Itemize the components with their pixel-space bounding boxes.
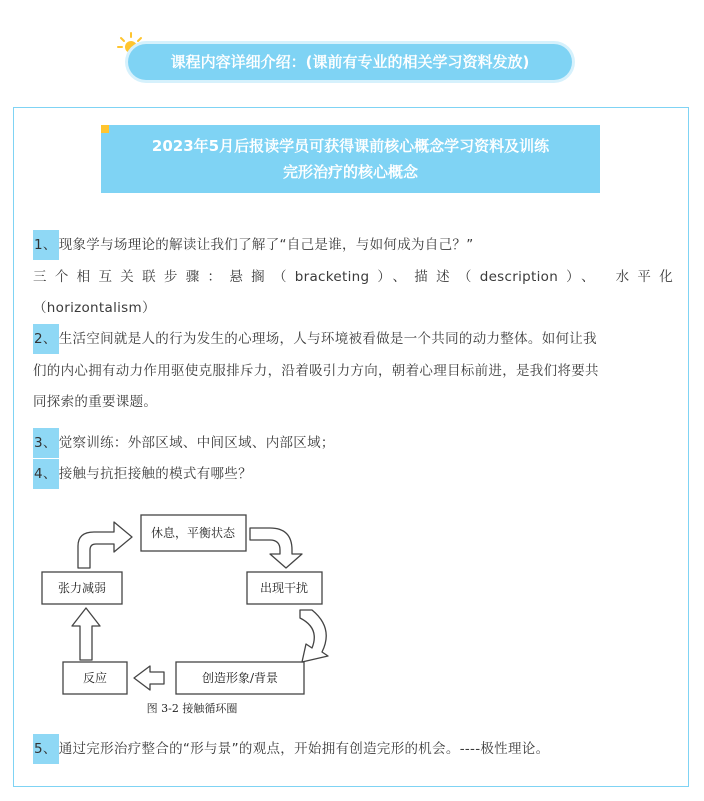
contact-cycle-diagram: [30, 510, 350, 722]
arrow-to-create: [300, 610, 328, 662]
arrow-to-disturb: [250, 528, 302, 568]
section-header: 课程内容详细介绍：(课前有专业的相关学习资料发放): [128, 44, 572, 80]
title-line-1: 2023年5月后报读学员可获得课前核心概念学习资料及训练: [151, 137, 550, 155]
item-1: [33, 230, 673, 260]
title-accent-mark: [101, 125, 109, 133]
label-disturb: 出现干扰: [259, 581, 309, 595]
title-box: [101, 125, 600, 193]
item-2: [33, 324, 673, 354]
label-react: 反应: [82, 671, 108, 685]
item-text: 觉察训练：外部区域、中间区域、内部区域；: [58, 435, 335, 451]
item-number: 1、: [33, 230, 59, 260]
item-3: [33, 428, 673, 458]
item-number: 2、: [33, 324, 59, 354]
item-text: 通过完形治疗整合的“形与景”的观点，开始拥有创造完形的机会。----极性理论。: [58, 741, 550, 757]
item-2-cont-2: 同探索的重要课题。: [33, 394, 158, 410]
diagram-caption: 图 3-2 接触循环圈: [146, 702, 238, 715]
item-text: 接触与抗拒接触的模式有哪些？: [58, 466, 252, 482]
item-number: 3、: [33, 428, 59, 458]
item-text: 现象学与场理论的解读让我们了解了“自己是谁，与如何成为自己？”: [58, 237, 474, 253]
arrow-to-rest: [78, 522, 132, 568]
label-tension: 张力减弱: [57, 581, 107, 595]
label-rest: 休息，平衡状态: [150, 526, 236, 540]
label-create: 创造形象/背景: [201, 671, 279, 685]
item-5: [33, 734, 673, 764]
item-text: 生活空间就是人的行为发生的心理场，人与环境被看做是一个共同的动力整体。如何让我: [58, 331, 597, 347]
item-number: 4、: [33, 459, 59, 489]
item-1-steps: 三个相互关联步骤：悬搁（bracketing）、描述（description）、 水平化: [33, 269, 673, 285]
title-line-2: 完形治疗的核心概念: [282, 163, 418, 181]
item-1-steps-cont: （horizontalism）: [33, 300, 156, 316]
item-number: 5、: [33, 734, 59, 764]
arrow-to-tension: [72, 608, 100, 660]
item-2-cont-1: 们的内心拥有动力作用驱使克服排斥力，沿着吸引力方向，朝着心理目标前进，是我们将要共: [33, 363, 599, 379]
item-4: [33, 459, 673, 489]
arrow-to-react: [134, 666, 164, 690]
